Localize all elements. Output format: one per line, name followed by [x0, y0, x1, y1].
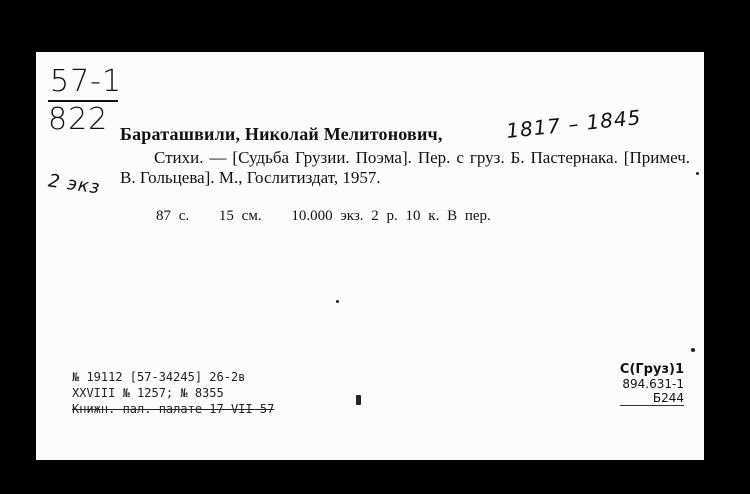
life-dates: 1817 – 1845	[505, 104, 643, 144]
classification-sub: 894.631-1	[622, 377, 684, 391]
collation-pages: 87 с.	[156, 208, 190, 224]
collation-edition: 10.000 экз. 2 р. 10 к. В пер.	[291, 208, 491, 224]
author-mark: Б244	[620, 391, 684, 406]
registry-mark-2: XXVIII № 1257; № 8355	[72, 386, 224, 400]
scan-speck	[696, 172, 699, 175]
scan-border-right	[704, 52, 750, 494]
collation-size: 15 см.	[218, 208, 262, 224]
author-heading: Бараташвили, Николай Мелитонович,	[120, 124, 443, 144]
classification-block	[620, 362, 684, 406]
scan-speck	[336, 300, 339, 303]
registry-mark-1: № 19112 [57-34245] 26-2в	[72, 370, 246, 384]
classification-main: С(Груз)1	[619, 362, 684, 377]
registry-mark-3: Книжн. пал. палате 17 VII 57	[72, 402, 275, 416]
bibliographic-description: Стихи. — [Судьба Грузии. Поэма]. Пер. с груз. Б. Пастернака. [Примеч. В. Гольцева]. М., Гослитиздат, 1957.	[120, 148, 690, 187]
copies-note: 2 экз	[46, 170, 102, 199]
collation-line	[156, 208, 513, 225]
catalog-card	[36, 52, 704, 460]
scan-speck	[691, 348, 695, 352]
call-number-top: 57-1	[50, 64, 123, 99]
scan-speck	[356, 395, 361, 405]
call-number-bottom: 822	[48, 102, 109, 137]
scan-border-bottom	[36, 460, 750, 494]
